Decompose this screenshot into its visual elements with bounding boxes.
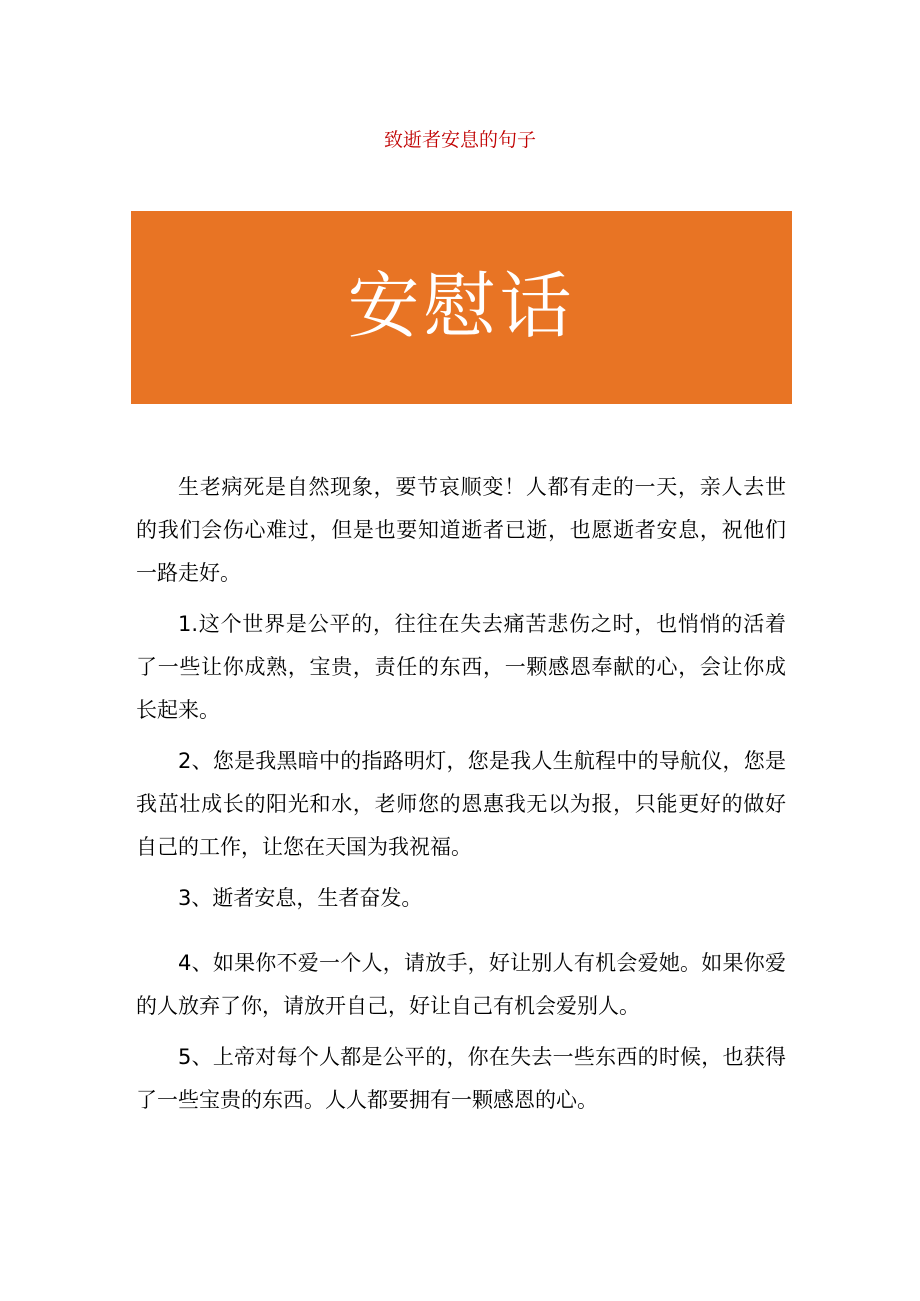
- paragraph-item-4: 4、如果你不爱一个人，请放手，好让别人有机会爱她。如果你爱的人放弃了你，请放开自己，好让自己有机会爱别人。: [136, 951, 786, 1018]
- paragraph-item-1: 1.这个世界是公平的，往往在失去痛苦悲伤之时，也悄悄的活着了一些让你成熟，宝贵，责任的东西，一颗感恩奉献的心，会让你成长起来。: [136, 612, 786, 722]
- paragraph-item-3: 3、逝者安息，生者奋发。: [178, 886, 423, 910]
- paragraph-item-5: 5、上帝对每个人都是公平的，你在失去一些东西的时候，也获得了一些宝贵的东西。人人都要拥有一颗感恩的心。: [136, 1045, 786, 1112]
- banner: [131, 211, 792, 404]
- paragraph-intro: 生老病死是自然现象，要节哀顺变！人都有走的一天，亲人去世的我们会伤心难过，但是也要知道逝者已逝，也愿逝者安息，祝他们一路走好。: [136, 475, 786, 585]
- banner-heading: 安慰话: [347, 263, 576, 348]
- paragraph-item-2: 2、您是我黑暗中的指路明灯，您是我人生航程中的导航仪，您是我茁壮成长的阳光和水，老师您的恩惠我无以为报，只能更好的做好自己的工作，让您在天国为我祝福。: [136, 749, 786, 859]
- document-title: 致逝者安息的句子: [383, 129, 536, 151]
- document-body: [136, 466, 786, 1130]
